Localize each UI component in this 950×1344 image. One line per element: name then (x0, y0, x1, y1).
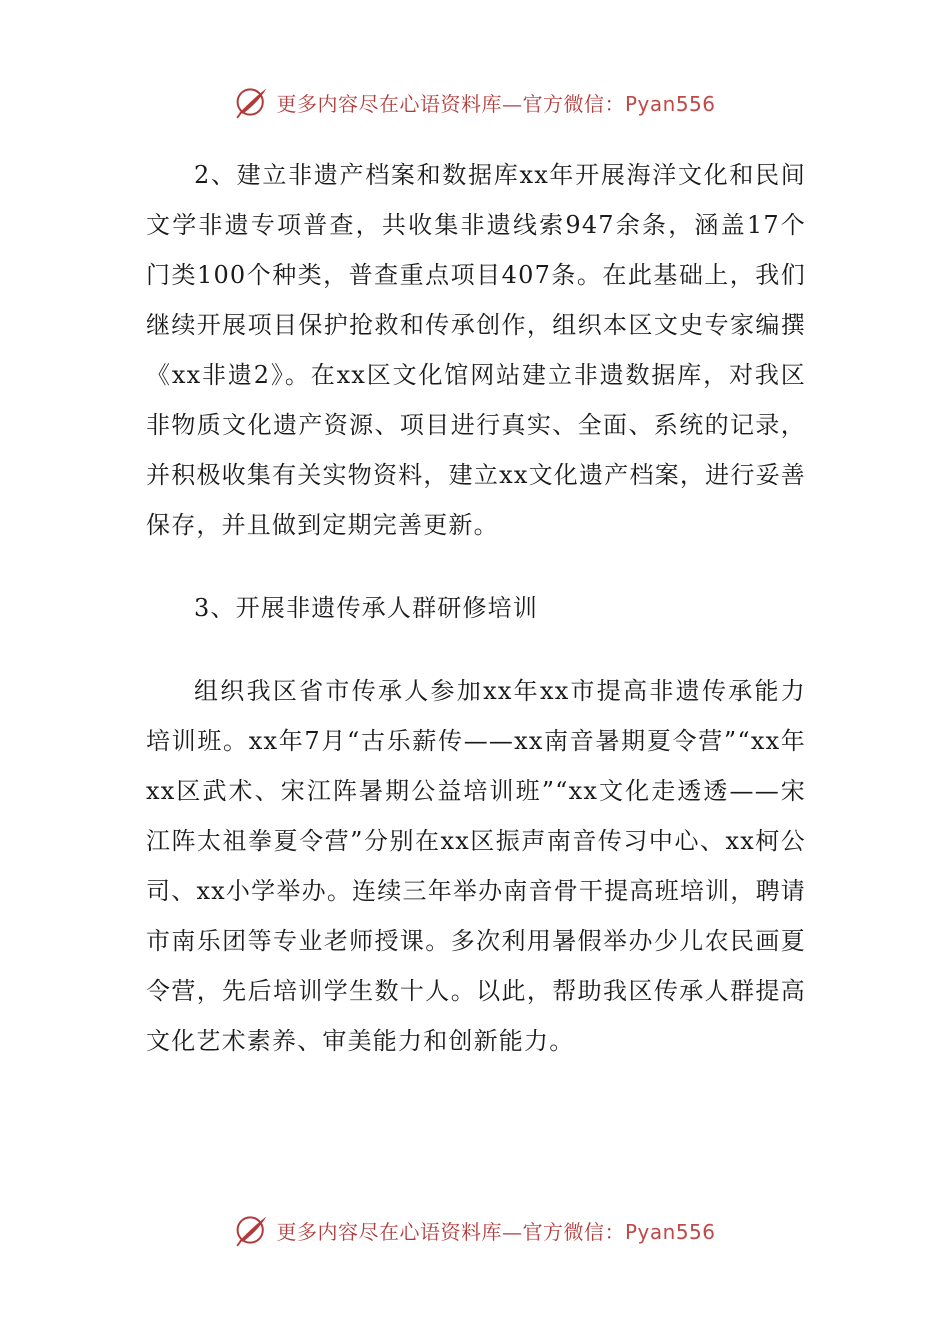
section-heading-training: 3、开展非遗传承人群研修培训 (194, 594, 539, 622)
header-watermark (0, 82, 950, 122)
footer-watermark (0, 1210, 950, 1250)
paragraph-training: 组织我区省市传承人参加xx年xx市提高非遗传承能力培训班。xx年7月“古乐薪传——xx南音暑期夏令营”“xx年xx区武术、宋江阵暑期公益培训班”“xx文化走透透——宋江阵太祖拳夏令营”分别在xx区振声南音传习中心、xx柯公司、xx小学举办。连续三年举办南音骨干提高班培训，聘请市南乐团等专业老师授课。多次利用暑假举办少儿农民画夏令营，先后培训学生数十人。以此，帮助我区传承人群提高文化艺术素养、审美能力和创新能力。 (146, 677, 806, 1055)
paragraph-archive-database: 2、建立非遗产档案和数据库xx年开展海洋文化和民间文学非遗专项普查，共收集非遗线索947余条，涵盖17个门类100个种类，普查重点项目407条。在此基础上，我们继续开展项目保护抢救和传承创作，组织本区文史专家编撰《xx非遗2》。在xx区文化馆网站建立非遗数据库，对我区非物质文化遗产资源、项目进行真实、全面、系统的记录，并积极收集有关实物资料，建立xx文化遗产档案，进行妥善保存，并且做到定期完善更新。 (146, 161, 806, 539)
watermark-text: 更多内容尽在心语资料库—官方微信：Pyan556 (276, 91, 716, 116)
quill-logo-icon (234, 84, 270, 120)
document-body (146, 150, 806, 1066)
quill-logo-icon (234, 1212, 270, 1248)
watermark-text: 更多内容尽在心语资料库—官方微信：Pyan556 (276, 1219, 716, 1244)
